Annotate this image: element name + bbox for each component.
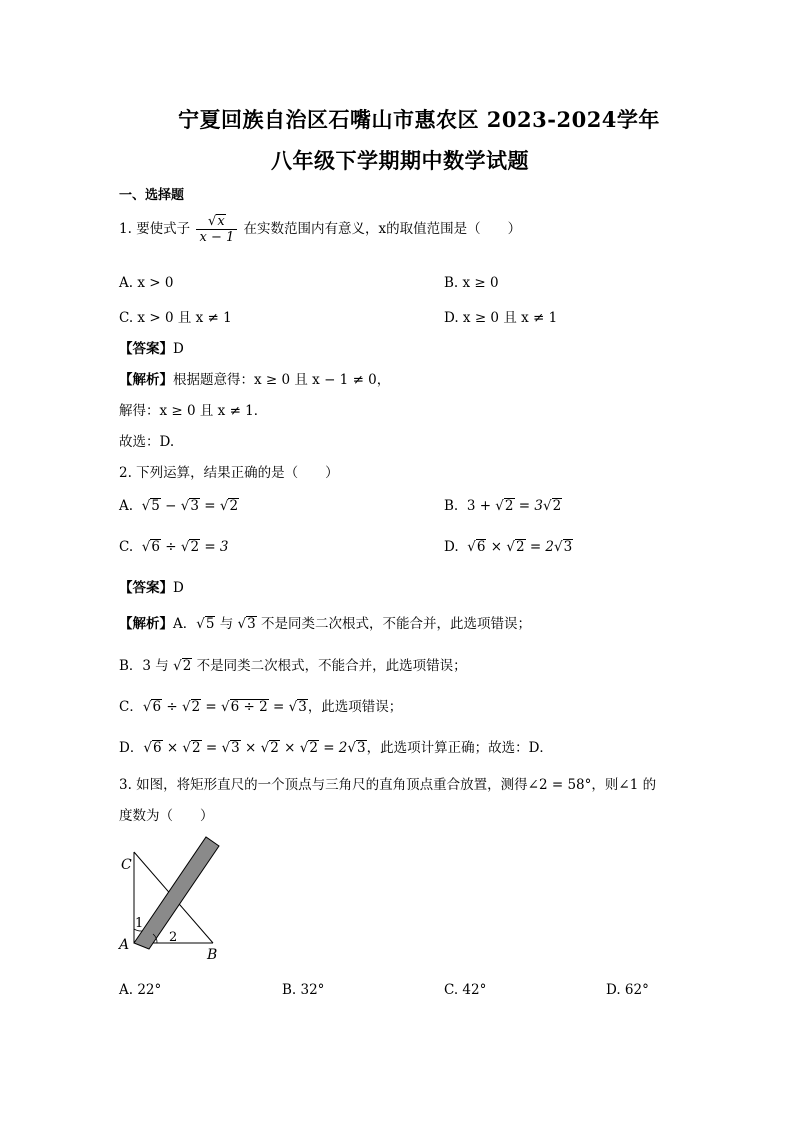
answer-value: D — [173, 580, 184, 596]
q2-analysis-d: D．√6 × √2 = √3 × √2 × √2 = 2√3，此选项计算正确；故选：D． — [119, 740, 553, 756]
q1-solve: 解得：x ≥ 0 且 x ≠ 1． — [119, 403, 268, 419]
q1-option-d: D. x ≥ 0 且 x ≠ 1 — [444, 310, 558, 326]
question-3-stem-line1: 3. 如图，将矩形直尺的一个顶点与三角尺的直角顶点重合放置，测得∠2 = 58°，则∠1 的 — [119, 777, 657, 793]
question-3-stem-line2: 度数为（ ） — [119, 808, 214, 824]
analysis-a-text: 不是同类二次根式，不能合并，此选项错误； — [261, 616, 532, 632]
geometry-figure — [112, 832, 232, 964]
answer-label: 【答案】 — [119, 341, 173, 357]
fraction-numerator: x — [217, 214, 225, 229]
question-1-stem — [119, 214, 521, 245]
analysis-c-pre: C． — [119, 699, 143, 715]
q2-option-a: A. √5 − √3 = √2 — [119, 498, 239, 514]
analysis-label: 【解析】 — [119, 372, 173, 388]
q2-option-c: C. √6 ÷ √2 = 3 — [119, 539, 229, 555]
q3-option-a: A. 22° — [119, 982, 162, 998]
answer-value: D — [173, 341, 184, 357]
analysis-d-pre: D． — [119, 740, 144, 756]
label-angle-2: 2 — [169, 930, 178, 945]
label-c: C — [121, 857, 132, 873]
q2-option-b-label: B. — [444, 498, 459, 514]
q2-analysis-a: 【解析】A．√5 与 √3 不是同类二次根式，不能合并，此选项错误； — [119, 616, 532, 632]
question-1-fraction: $\frac{√x}{x - 1}$ — [196, 214, 237, 245]
analysis-label: 【解析】 — [119, 616, 173, 632]
q3-option-d: D. 62° — [606, 982, 649, 998]
q2-option-a-label: A. — [119, 498, 134, 514]
question-2-stem: 2. 下列运算，结果正确的是（ ） — [119, 465, 339, 481]
q1-analysis — [119, 368, 390, 388]
label-b: B — [207, 947, 218, 963]
q1-option-c: C. x > 0 且 x ≠ 1 — [119, 310, 232, 326]
answer-label: 【答案】 — [119, 580, 173, 596]
question-1-post: 在实数范围内有意义，x的取值范围是（ ） — [243, 221, 522, 238]
page-title-line2: 八年级下学期期中数学试题 — [271, 148, 529, 173]
fraction-denominator: x − 1 — [199, 230, 235, 246]
analysis-c-text: ，此选项错误； — [307, 699, 403, 715]
label-angle-1: 1 — [135, 916, 144, 931]
label-a: A — [119, 937, 130, 953]
analysis-b-pre: B．3 与 — [119, 658, 169, 674]
analysis-text: 根据题意得：x ≥ 0 且 x − 1 ≠ 0， — [173, 372, 391, 388]
analysis-b-text: 不是同类二次根式，不能合并，此选项错误； — [196, 658, 467, 674]
q2-analysis-c: C．√6 ÷ √2 = √6 ÷ 2 = √3，此选项错误； — [119, 699, 403, 715]
q1-option-b: B. x ≥ 0 — [444, 275, 499, 291]
q2-analysis-b: B．3 与 √2 不是同类二次根式，不能合并，此选项错误； — [119, 658, 467, 674]
q1-choose: 故选：D. — [119, 434, 175, 450]
analysis-d-text: ，此选项计算正确；故选：D． — [366, 740, 553, 756]
q2-option-b: B. 3 + √2 = 3√2 — [444, 498, 562, 514]
q3-option-c: C. 42° — [444, 982, 487, 998]
section-heading: 一、选择题 — [119, 188, 185, 203]
q2-answer — [119, 576, 184, 596]
q1-answer — [119, 337, 184, 357]
q3-option-b: B. 32° — [282, 982, 325, 998]
q2-option-c-label: C. — [119, 539, 134, 555]
q1-option-a: A. x > 0 — [119, 275, 174, 291]
q2-option-d-label: D. — [444, 539, 459, 555]
question-1-pre: 要使式子 — [136, 221, 191, 238]
q2-option-d: D. √6 × √2 = 2√3 — [444, 539, 573, 555]
page-title-line1: 宁夏回族自治区石嘴山市惠农区 2023-2024学年 — [178, 107, 660, 132]
question-1-number: 1. — [119, 221, 132, 238]
